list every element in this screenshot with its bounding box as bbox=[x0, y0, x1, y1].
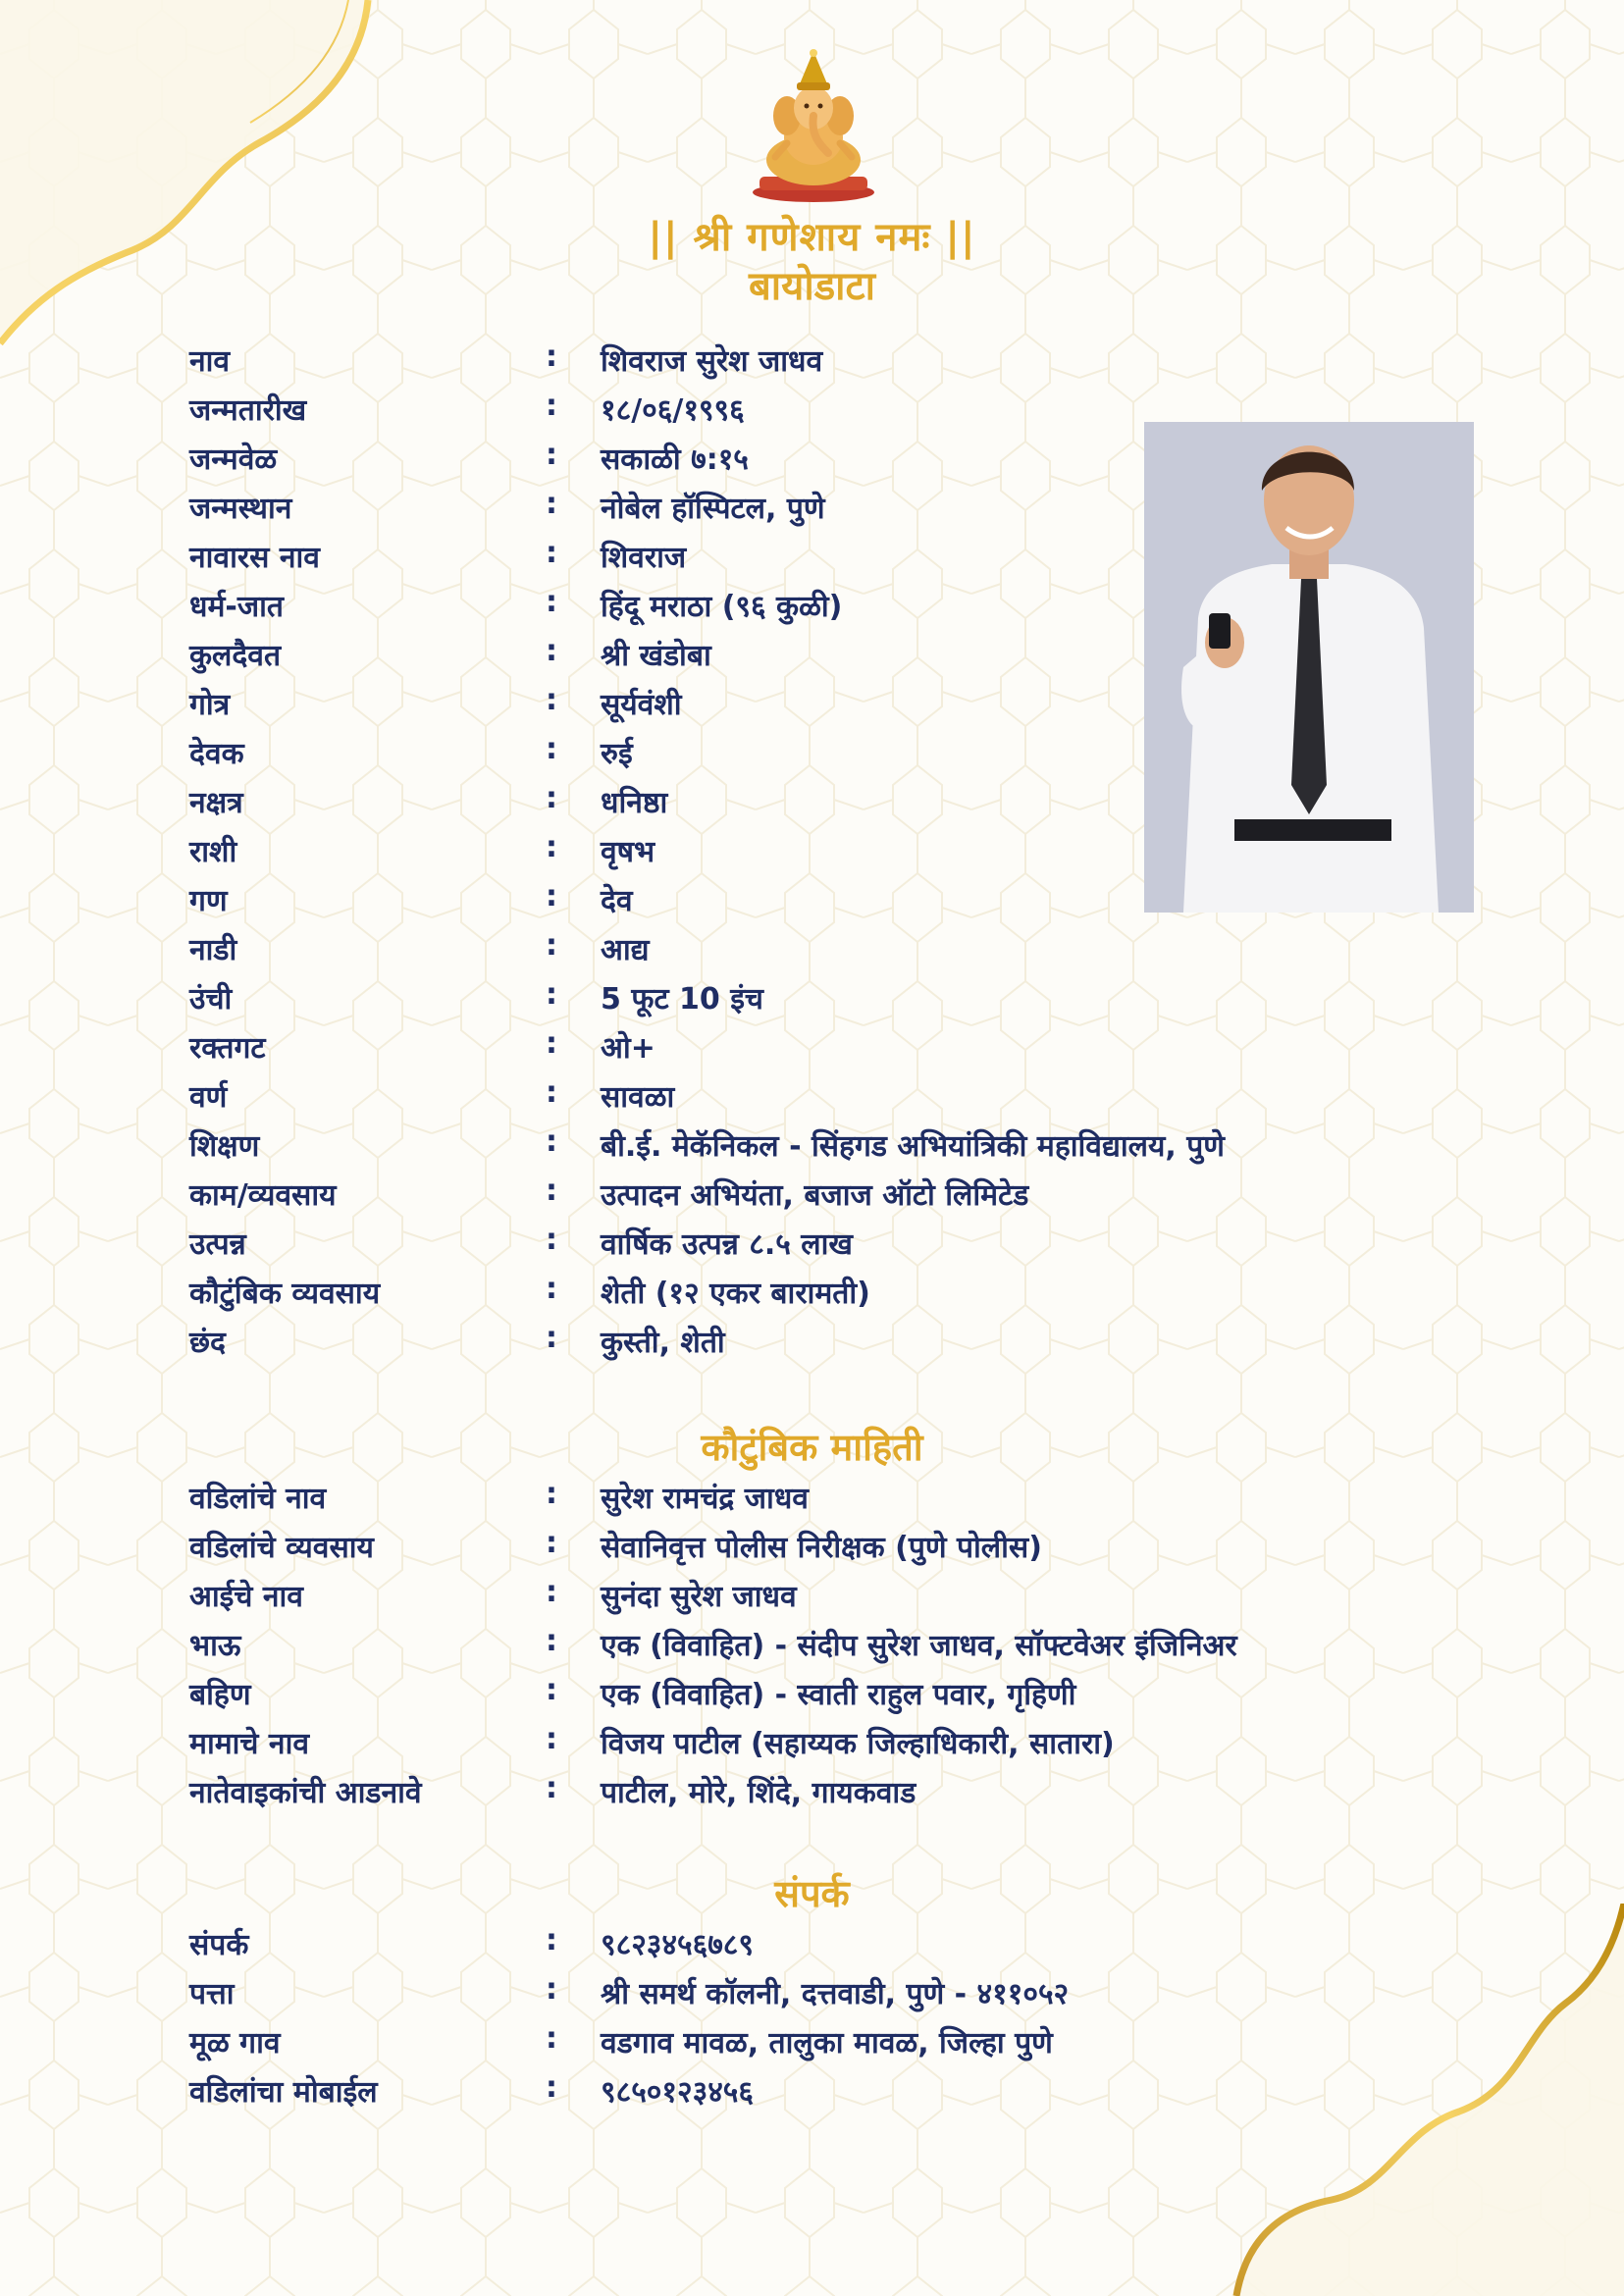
field-label: वर्ण bbox=[189, 1080, 228, 1115]
field-value: आद्य bbox=[601, 933, 650, 967]
field-separator: : bbox=[546, 781, 557, 815]
detail-row bbox=[0, 683, 1624, 732]
field-separator: : bbox=[546, 1075, 557, 1110]
field-value: रुई bbox=[601, 737, 633, 771]
field-value: देव bbox=[601, 884, 633, 918]
field-value: उत्पादन अभियंता, बजाज ऑटो लिमिटेड bbox=[601, 1178, 1029, 1213]
contact-section-title: संपर्क bbox=[774, 1872, 850, 1915]
detail-row bbox=[0, 536, 1624, 585]
field-separator: : bbox=[546, 1923, 557, 1957]
ganesh-idol-icon bbox=[748, 47, 880, 204]
field-value: ९८२३४५६७८९ bbox=[601, 1928, 754, 1962]
field-separator: : bbox=[546, 928, 557, 963]
field-value: कुस्ती, शेती bbox=[601, 1326, 725, 1360]
field-value: नोबेल हॉस्पिटल, पुणे bbox=[601, 492, 825, 526]
field-label: देवक bbox=[189, 737, 244, 771]
field-label: वडिलांचे व्यवसाय bbox=[189, 1531, 374, 1565]
field-value: १८/०६/१९९६ bbox=[601, 393, 745, 428]
field-label: राशी bbox=[189, 835, 237, 869]
field-label: कौटुंबिक व्यवसाय bbox=[189, 1277, 381, 1311]
field-label: पत्ता bbox=[189, 1977, 235, 2011]
field-value: सुनंदा सुरेश जाधव bbox=[601, 1580, 797, 1614]
field-label: संपर्क bbox=[189, 1928, 249, 1962]
detail-row bbox=[0, 732, 1624, 781]
field-separator: : bbox=[546, 339, 557, 374]
page-title: बायोडाटा bbox=[748, 264, 876, 309]
field-separator: : bbox=[546, 1722, 557, 1756]
detail-row bbox=[0, 1174, 1624, 1223]
field-value: सावळा bbox=[601, 1080, 675, 1115]
field-value: पाटील, मोरे, शिंदे, गायकवाड bbox=[601, 1776, 917, 1810]
field-separator: : bbox=[546, 1124, 557, 1159]
field-separator: : bbox=[546, 1526, 557, 1560]
field-label: वडिलांचे नाव bbox=[189, 1482, 327, 1516]
field-value: सूर्यवंशी bbox=[601, 688, 682, 722]
detail-row bbox=[0, 1624, 1624, 1673]
detail-row bbox=[0, 879, 1624, 928]
field-value: ओ+ bbox=[601, 1031, 655, 1066]
field-label: नाडी bbox=[189, 933, 237, 967]
detail-row bbox=[0, 1026, 1624, 1075]
field-separator: : bbox=[546, 1174, 557, 1208]
detail-row bbox=[0, 438, 1624, 487]
field-label: मूळ गाव bbox=[189, 2026, 281, 2061]
field-separator: : bbox=[546, 1972, 557, 2007]
detail-row bbox=[0, 487, 1624, 536]
field-label: नातेवाइकांची आडनावे bbox=[189, 1776, 422, 1810]
detail-row bbox=[0, 2070, 1624, 2119]
field-label: कुलदैवत bbox=[189, 639, 282, 673]
field-value: हिंदू मराठा (९६ कुळी) bbox=[601, 590, 843, 624]
field-value: श्री खंडोबा bbox=[601, 639, 711, 673]
field-value: बी.ई. मेकॅनिकल - सिंहगड अभियांत्रिकी महाविद्यालय, पुणे bbox=[601, 1129, 1225, 1164]
detail-row bbox=[0, 781, 1624, 830]
field-separator: : bbox=[546, 1272, 557, 1306]
field-value: वृषभ bbox=[601, 835, 655, 869]
field-value: ९८५०१२३४५६ bbox=[601, 2075, 754, 2110]
detail-row bbox=[0, 1673, 1624, 1722]
field-separator: : bbox=[546, 977, 557, 1012]
field-label: जन्मतारीख bbox=[189, 393, 307, 428]
detail-row bbox=[0, 585, 1624, 634]
field-label: वडिलांचा मोबाईल bbox=[189, 2075, 378, 2110]
field-separator: : bbox=[546, 487, 557, 521]
detail-row bbox=[0, 1771, 1624, 1820]
field-separator: : bbox=[546, 1321, 557, 1355]
field-value: एक (विवाहित) - संदीप सुरेश जाधव, सॉफ्टवेअर इंजिनिअर bbox=[601, 1629, 1237, 1663]
field-separator: : bbox=[546, 536, 557, 570]
detail-row bbox=[0, 1075, 1624, 1124]
detail-row bbox=[0, 389, 1624, 438]
detail-row bbox=[0, 1722, 1624, 1771]
field-value: शेती (१२ एकर बारामती) bbox=[601, 1277, 870, 1311]
detail-row bbox=[0, 1477, 1624, 1526]
detail-row bbox=[0, 1575, 1624, 1624]
detail-row bbox=[0, 339, 1624, 389]
field-label: भाऊ bbox=[189, 1629, 241, 1663]
field-label: जन्मस्थान bbox=[189, 492, 292, 526]
field-label: आईचे नाव bbox=[189, 1580, 303, 1614]
field-value: सेवानिवृत्त पोलीस निरीक्षक (पुणे पोलीस) bbox=[601, 1531, 1042, 1565]
detail-row bbox=[0, 1124, 1624, 1174]
field-separator: : bbox=[546, 683, 557, 717]
field-separator: : bbox=[546, 389, 557, 423]
field-separator: : bbox=[546, 732, 557, 766]
field-separator: : bbox=[546, 830, 557, 864]
field-label: उंची bbox=[189, 982, 233, 1017]
field-separator: : bbox=[546, 1673, 557, 1707]
field-value: विजय पाटील (सहाय्यक जिल्हाधिकारी, सातारा) bbox=[601, 1727, 1115, 1761]
field-label: नक्षत्र bbox=[189, 786, 243, 820]
field-value: शिवराज bbox=[601, 541, 687, 575]
field-value: शिवराज सुरेश जाधव bbox=[601, 344, 823, 379]
field-value: सुरेश रामचंद्र जाधव bbox=[601, 1482, 809, 1516]
detail-row bbox=[0, 1526, 1624, 1575]
field-separator: : bbox=[546, 585, 557, 619]
detail-row bbox=[0, 1321, 1624, 1370]
field-label: जन्मवेळ bbox=[189, 443, 278, 477]
field-separator: : bbox=[546, 1477, 557, 1511]
field-label: गोत्र bbox=[189, 688, 231, 722]
detail-row bbox=[0, 1972, 1624, 2021]
detail-row bbox=[0, 1923, 1624, 1972]
field-label: उत्पन्न bbox=[189, 1227, 246, 1262]
field-label: बहिण bbox=[189, 1678, 251, 1712]
detail-row bbox=[0, 928, 1624, 977]
field-value: सकाळी ७:१५ bbox=[601, 443, 749, 477]
field-value: वार्षिक उत्पन्न ८.५ लाख bbox=[601, 1227, 853, 1262]
field-value: धनिष्ठा bbox=[601, 786, 668, 820]
field-value: वडगाव मावळ, तालुका मावळ, जिल्हा पुणे bbox=[601, 2026, 1053, 2061]
field-separator: : bbox=[546, 1575, 557, 1609]
family-section-title: कौटुंबिक माहिती bbox=[701, 1426, 923, 1469]
field-separator: : bbox=[546, 438, 557, 472]
detail-row bbox=[0, 977, 1624, 1026]
field-label: काम/व्यवसाय bbox=[189, 1178, 337, 1213]
detail-row bbox=[0, 1272, 1624, 1321]
field-separator: : bbox=[546, 2021, 557, 2056]
field-label: शिक्षण bbox=[189, 1129, 260, 1164]
field-separator: : bbox=[546, 1026, 557, 1061]
detail-row bbox=[0, 2021, 1624, 2070]
field-value: श्री समर्थ कॉलनी, दत्तवाडी, पुणे - ४११०५२ bbox=[601, 1977, 1070, 2011]
field-label: नाव bbox=[189, 344, 231, 379]
field-separator: : bbox=[546, 2070, 557, 2105]
field-separator: : bbox=[546, 1771, 557, 1805]
field-label: धर्म-जात bbox=[189, 590, 284, 624]
field-label: रक्तगट bbox=[189, 1031, 266, 1066]
field-label: मामाचे नाव bbox=[189, 1727, 310, 1761]
field-label: गण bbox=[189, 884, 228, 918]
field-separator: : bbox=[546, 879, 557, 913]
detail-row bbox=[0, 830, 1624, 879]
field-value: 5 फूट 10 इंच bbox=[601, 982, 763, 1017]
field-separator: : bbox=[546, 1223, 557, 1257]
field-label: छंद bbox=[189, 1326, 226, 1360]
field-separator: : bbox=[546, 1624, 557, 1658]
field-label: नावारस नाव bbox=[189, 541, 320, 575]
detail-row bbox=[0, 634, 1624, 683]
field-separator: : bbox=[546, 634, 557, 668]
detail-row bbox=[0, 1223, 1624, 1272]
mantra-heading: || श्री गणेशाय नमः || bbox=[648, 215, 976, 260]
field-value: एक (विवाहित) - स्वाती राहुल पवार, गृहिणी bbox=[601, 1678, 1076, 1712]
